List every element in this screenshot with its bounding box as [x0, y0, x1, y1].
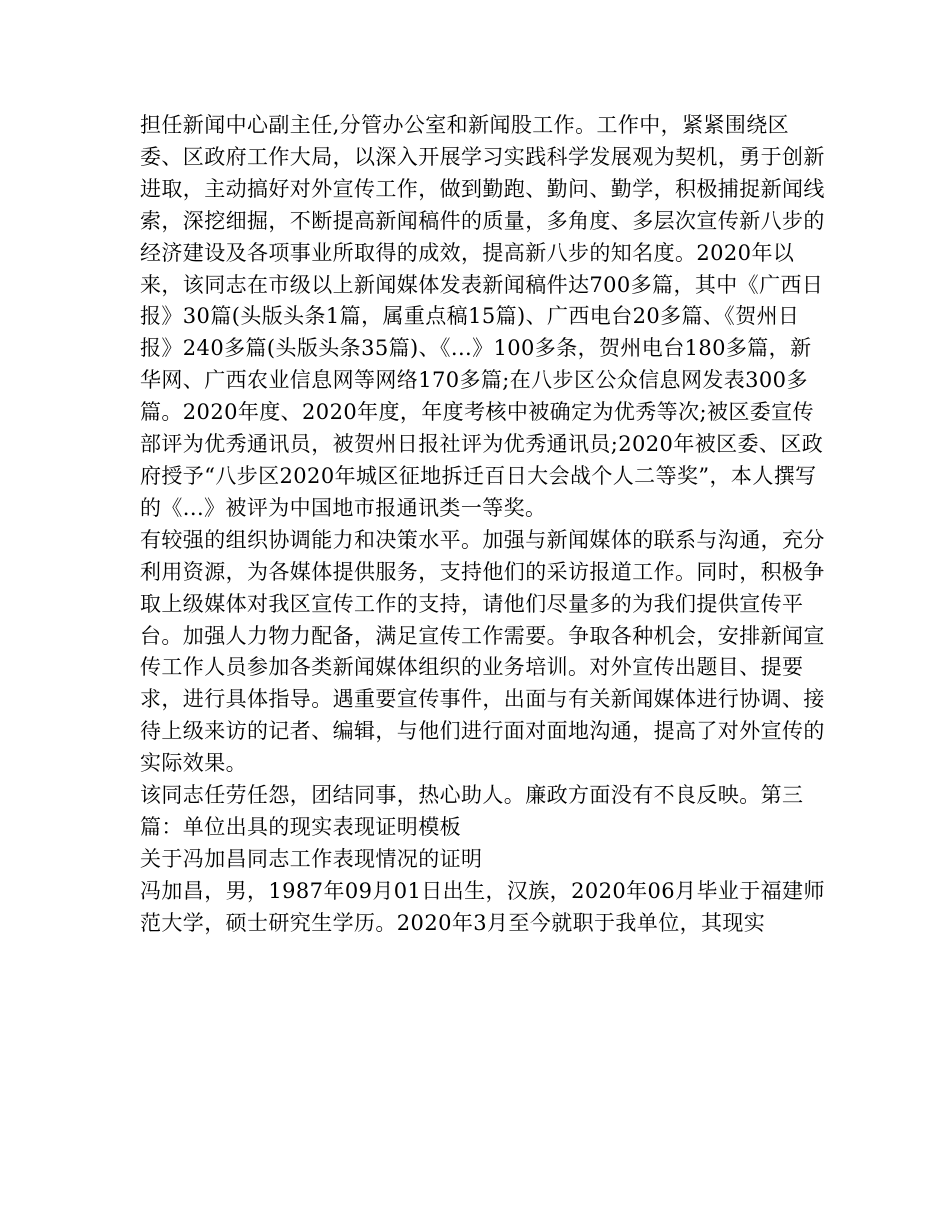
paragraph-integrity: 该同志任劳任怨，团结同事，热心助人。廉政方面没有不良反映。第三篇：单位出具的现实表现证明模板: [140, 783, 804, 839]
paragraph-personal-info: 冯加昌，男，1987年09月01日出生，汉族，2020年06月毕业于福建师范大学，硕士研究生学历。2020年3月至今就职于我单位，其现实: [140, 878, 825, 935]
document-body: [140, 110, 830, 940]
paragraph-coordination-ability: 有较强的组织协调能力和决策水平。加强与新闻媒体的联系与沟通，充分利用资源，为各媒体提供服务，支持他们的采访报道工作。同时，积极争取上级媒体对我区宣传工作的支持，请他们尽量多的为我们提供宣传平台。加强人力物力配备，满足宣传工作需要。争取各种机会，安排新闻宣传工作人员参加各类新闻媒体组织的业务培训。对外宣传出题目、提要求，进行具体指导。遇重要宣传事件，出面与有关新闻媒体进行协调、接待上级来访的记者、编辑，与他们进行面对面地沟通，提高了对外宣传的实际效果。: [140, 527, 825, 776]
paragraph-work-achievements: 担任新闻中心副主任,分管办公室和新闻股工作。工作中，紧紧围绕区委、区政府工作大局，以深入开展学习实践科学发展观为契机，勇于创新进取，主动搞好对外宣传工作，做到勤跑、勤问、勤学，积极捕捉新闻线索，深挖细掘，不断提高新闻稿件的质量，多角度、多层次宣传新八步的经济建设及各项事业所取得的成效，提高新八步的知名度。2020年以来，该同志在市级以上新闻媒体发表新闻稿件达700多篇，其中《广西日报》30篇(头版头条1篇，属重点稿15篇)、广西电台20多篇、《贺州日报》240多篇(头版头条35篇)、《...》100多条，贺州电台180多篇，新华网、广西农业信息网等网络170多篇;在八步区公众信息网发表300多篇。2020年度、2020年度，年度考核中被确定为优秀等次;被区委宣传部评为优秀通讯员，被贺州日报社评为优秀通讯员;2020年被区委、区政府授予“八步区2020年城区征地拆迁百日大会战个人二等奖”，本人撰写的《...》被评为中国地市报通讯类一等奖。: [140, 113, 825, 520]
certificate-title: 关于冯加昌同志工作表现情况的证明: [140, 846, 483, 871]
